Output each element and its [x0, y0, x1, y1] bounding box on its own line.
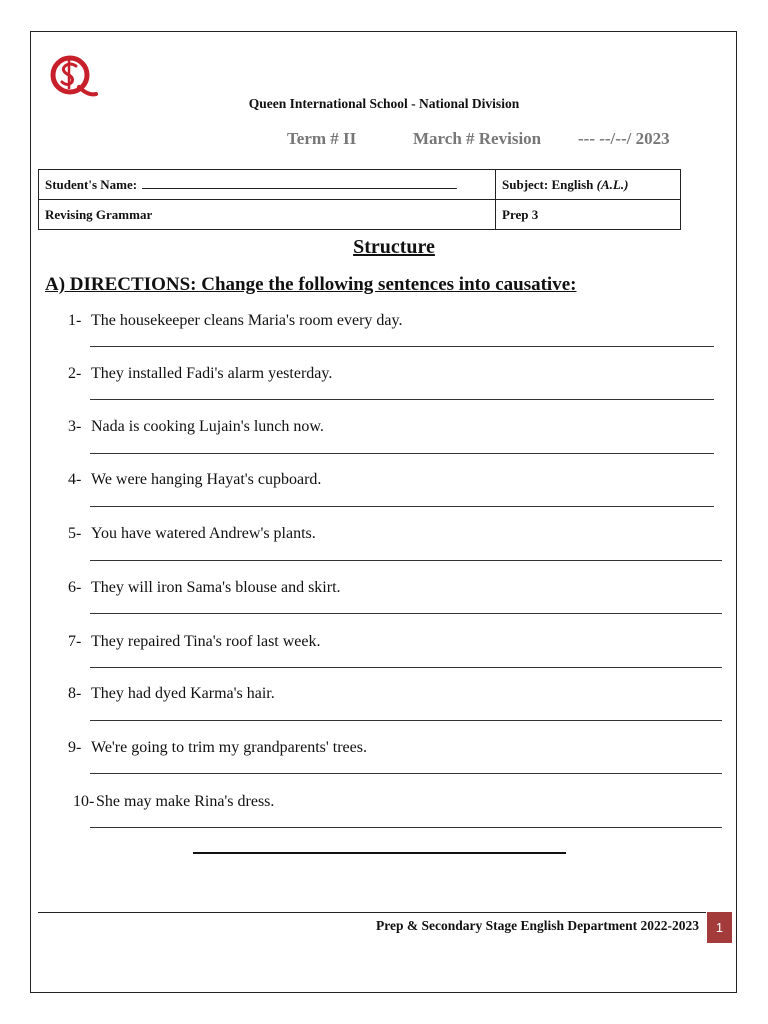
- answer-line[interactable]: [90, 506, 714, 507]
- item-number: 2-: [68, 365, 82, 382]
- subject-label: Subject: English: [502, 176, 597, 192]
- answer-line[interactable]: [90, 613, 722, 614]
- answer-line[interactable]: [90, 453, 714, 454]
- item-number: 4-: [68, 471, 82, 488]
- answer-line[interactable]: [90, 399, 714, 400]
- grade-cell: Prep 3: [496, 200, 681, 230]
- item-number: 3-: [68, 418, 82, 435]
- item-sentence: Nada is cooking Lujain's lunch now.: [91, 418, 324, 435]
- school-name: Queen International School - National Division: [248, 96, 520, 111]
- school-logo-icon: [48, 54, 98, 100]
- section-heading: Structure: [353, 236, 435, 258]
- directions-text: A) DIRECTIONS: Change the following sentences into causative:: [45, 274, 577, 295]
- answer-line[interactable]: [90, 667, 722, 668]
- end-of-section-rule: [193, 852, 566, 854]
- item-number: 7-: [68, 633, 82, 650]
- student-name-cell: [39, 170, 496, 200]
- item-sentence: They had dyed Karma's hair.: [91, 685, 275, 702]
- answer-line[interactable]: [90, 827, 722, 828]
- item-number: 6-: [68, 579, 82, 596]
- item-sentence: They repaired Tina's roof last week.: [91, 633, 321, 650]
- answer-line[interactable]: [90, 773, 722, 774]
- student-name-blank[interactable]: [142, 176, 457, 189]
- answer-line[interactable]: [90, 560, 722, 561]
- student-name-label: Student's Name:: [45, 177, 138, 192]
- item-sentence: They installed Fadi's alarm yesterday.: [91, 365, 333, 382]
- item-sentence: The housekeeper cleans Maria's room every day.: [91, 312, 403, 329]
- date-label: --- --/--/ 2023: [578, 129, 670, 148]
- answer-line[interactable]: [90, 720, 722, 721]
- item-sentence: She may make Rina's dress.: [96, 793, 275, 810]
- item-sentence: They will iron Sama's blouse and skirt.: [91, 579, 341, 596]
- item-number: 1-: [68, 312, 82, 329]
- item-sentence: We were hanging Hayat's cupboard.: [91, 471, 322, 488]
- item-sentence: We're going to trim my grandparents' trees.: [91, 739, 367, 756]
- term-label: Term # II: [287, 129, 357, 148]
- footer-rule: [38, 912, 706, 913]
- student-info-table: [38, 169, 681, 230]
- item-number: 10-: [73, 793, 95, 810]
- subject-level: (A.L.): [596, 176, 629, 192]
- footer-department: Prep & Secondary Stage English Department 2022-2023: [376, 918, 699, 933]
- item-number: 8-: [68, 685, 82, 702]
- revision-label: March # Revision: [413, 129, 542, 148]
- page-number: 1: [707, 912, 732, 943]
- subject-cell: [496, 170, 681, 200]
- item-number: 9-: [68, 739, 82, 756]
- answer-line[interactable]: [90, 346, 714, 347]
- topic-cell: Revising Grammar: [39, 200, 496, 230]
- item-number: 5-: [68, 525, 82, 542]
- item-sentence: You have watered Andrew's plants.: [91, 525, 316, 542]
